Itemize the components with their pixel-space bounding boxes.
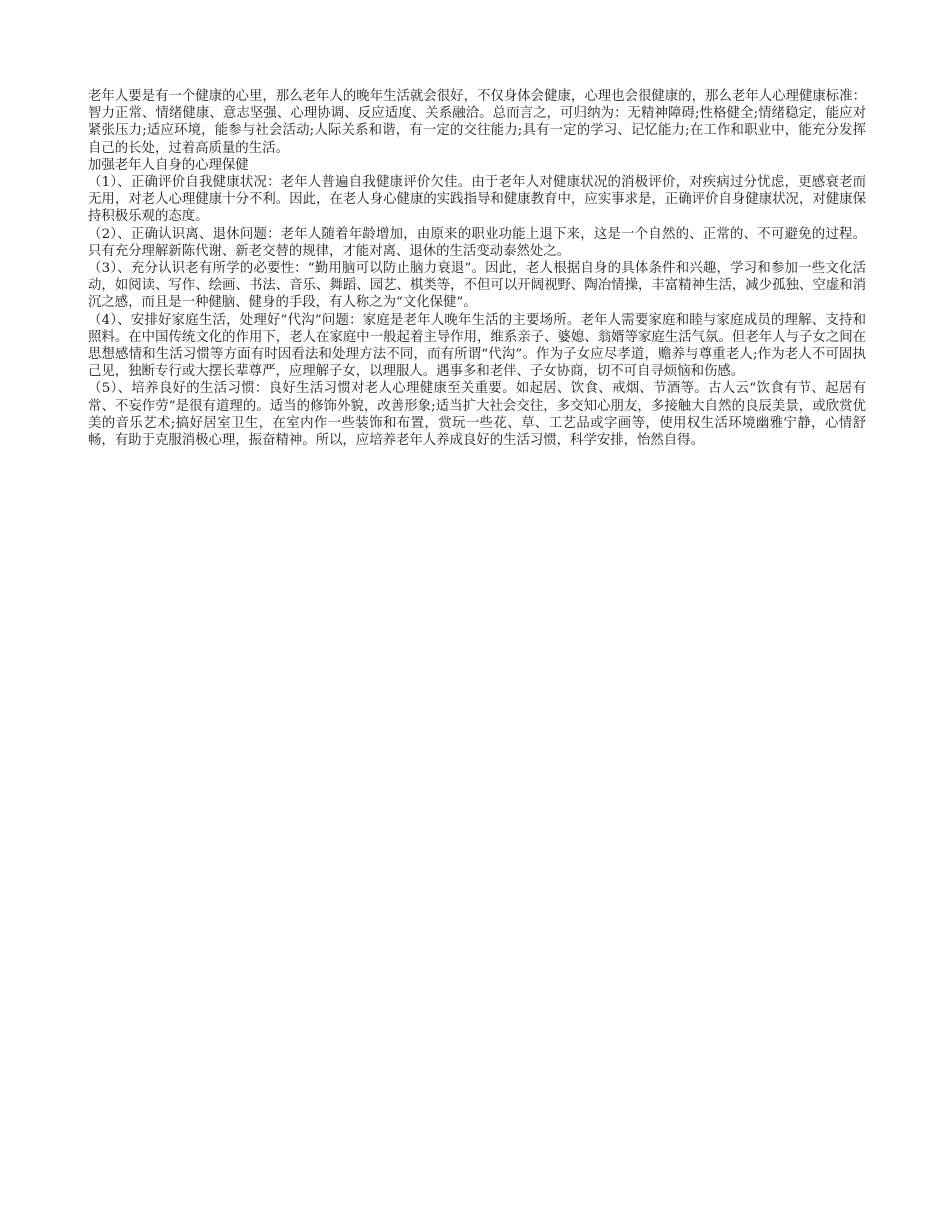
list-item-1: （1）、正确评价自我健康状况：老年人普遍自我健康评价欠佳。由于老年人对健康状况的消极评价，对疾病过分忧虑，更感衰老而无用，对老人心理健康十分不利。因此，在老人身心健康的实践指导和健康教育中，应实事求是，正确评价自身健康状况，对健康保持积极乐观的态度。	[88, 175, 866, 225]
intro-paragraph: 老年人要是有一个健康的心里，那么老年人的晚年生活就会很好，不仅身体会健康，心理也会很健康的，那么老年人心理健康标准：智力正常、情绪健康、意志坚强、心理协调、反应适度、关系融洽。总而言之，可归纳为：无精神障碍;性格健全;情绪稳定，能应对紧张压力;适应环境，能参与社会活动;人际关系和谐，有一定的交往能力;具有一定的学习、记忆能力;在工作和职业中，能充分发挥自己的长处，过着高质量的生活。	[88, 89, 866, 156]
section-heading: 加强老年人自身的心理保健	[88, 157, 249, 173]
list-item-4: （4）、安排好家庭生活，处理好“代沟”问题：家庭是老年人晚年生活的主要场所。老年人需要家庭和睦与家庭成员的理解、支持和照料。在中国传统文化的作用下，老人在家庭中一般起着主导作用，维系亲子、婆媳、翁婿等家庭生活气氛。但老年人与子女之间在思想感情和生活习惯等方面有时因看法和处理方法不同，而有所谓“代沟”。作为子女应尽孝道，赡养与尊重老人;作为老人不可固执己见，独断专行或大摆长辈尊严，应理解子女，以理服人。遇事多和老伴、子女协商，切不可自寻烦恼和伤感。	[88, 312, 866, 380]
document-body	[88, 88, 866, 449]
list-item-5: （5）、培养良好的生活习惯：良好生活习惯对老人心理健康至关重要。如起居、饮食、戒烟、节酒等。古人云“饮食有节、起居有常、不妄作劳”是很有道理的。适当的修饰外貌，改善形象;适当扩大社会交往，多交知心朋友，多接触大自然的良辰美景，或欣赏优美的音乐艺术;搞好居室卫生，在室内作一些装饰和布置，赏玩一些花、草、工艺品或字画等，使用权生活环境幽雅宁静，心情舒畅，有助于克服消极心理，振奋精神。所以，应培养老年人养成良好的生活习惯，科学安排，怡然自得。	[88, 381, 866, 449]
list-item-2: （2）、正确认识离、退休问题：老年人随着年龄增加，由原来的职业功能上退下来，这是一个自然的、正常的、不可避免的过程。只有充分理解新陈代谢、新老交替的规律，才能对离、退休的生活变动泰然处之。	[88, 226, 866, 259]
list-item-3: （3）、充分认识老有所学的必要性：“勤用脑可以防止脑力衰退”。因此，老人根据自身的具体条件和兴趣，学习和参加一些文化活动，如阅读、写作、绘画、书法、音乐、舞蹈、园艺、棋类等，不但可以开阔视野、陶冶情操，丰富精神生活，减少孤独、空虚和消沉之感，而且是一种健脑、健身的手段，有人称之为“文化保健”。	[88, 261, 866, 311]
